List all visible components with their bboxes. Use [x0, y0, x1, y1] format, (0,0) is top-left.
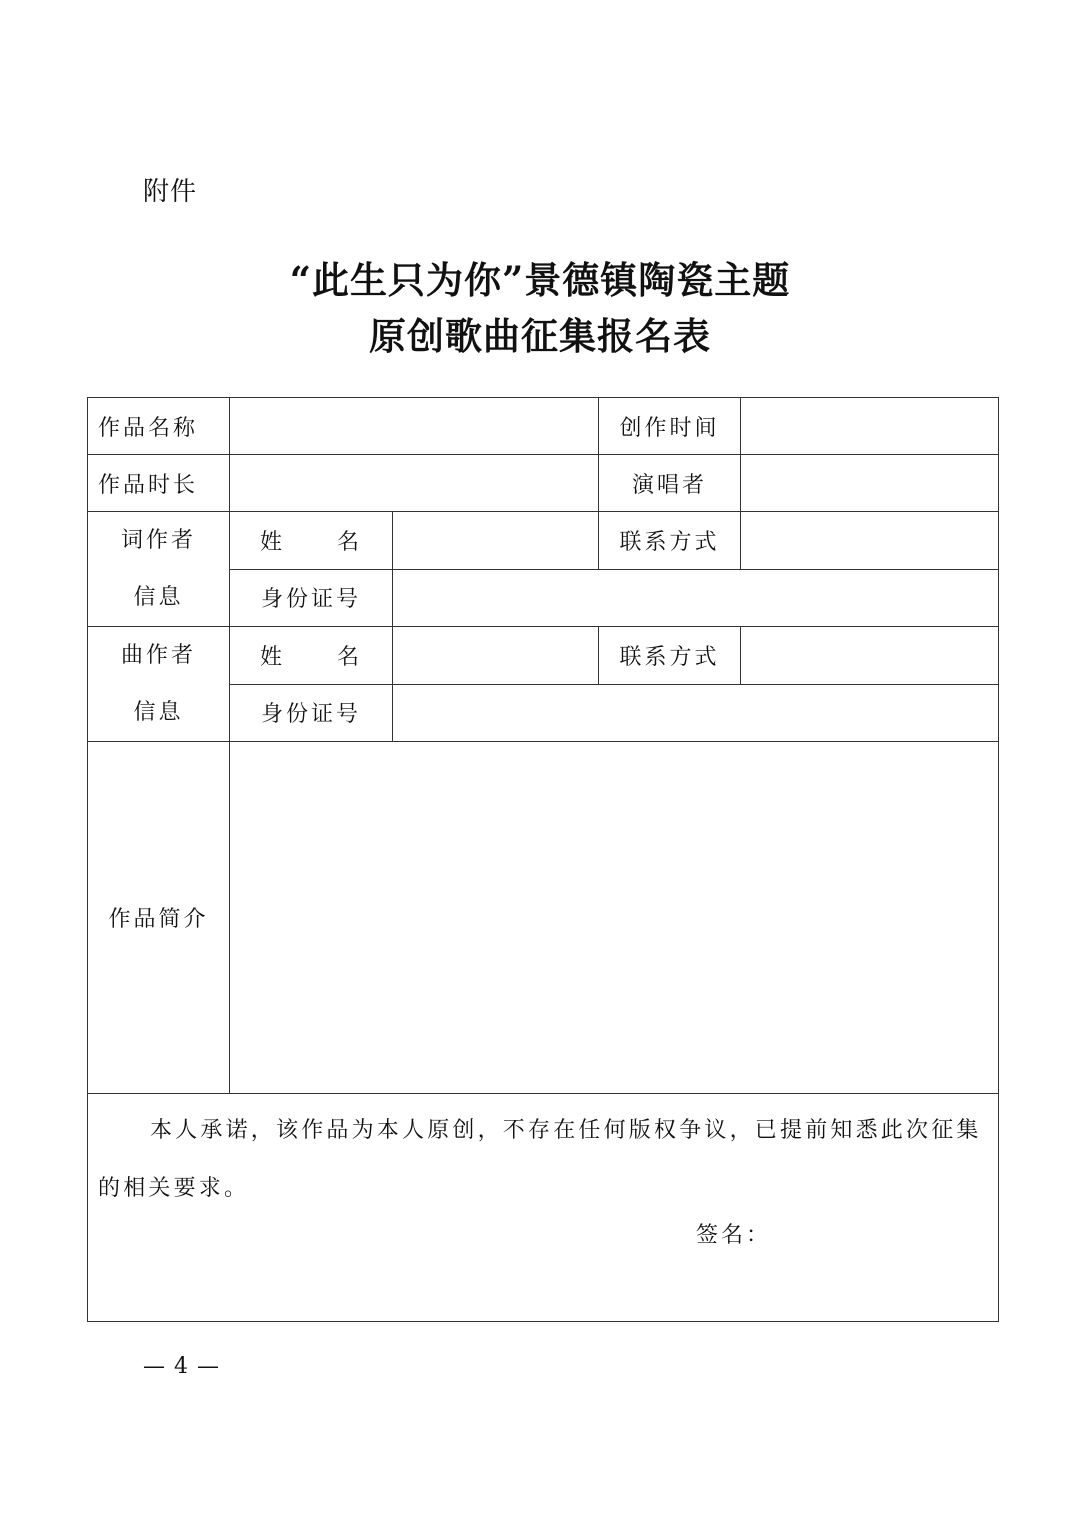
composer-group-label: [88, 627, 230, 742]
page-number: — 4 —: [143, 1354, 220, 1379]
lyricist-group-label: [88, 512, 230, 627]
composer-group-label-1: 曲作者: [120, 643, 196, 668]
lyricist-group-label-1: 词作者: [120, 528, 196, 553]
duration-field[interactable]: [230, 455, 599, 512]
work-name-label: 作品名称: [88, 398, 230, 455]
intro-field[interactable]: [230, 742, 999, 1094]
lyricist-contact-label: 联系方式: [599, 512, 741, 570]
lyricist-name-field[interactable]: [393, 512, 599, 570]
composer-group-label-2: 信息: [133, 700, 184, 725]
lyricist-name-label-a: 姓: [259, 529, 285, 555]
lyricist-name-label: [230, 512, 393, 570]
singer-label: 演唱者: [599, 455, 741, 512]
lyricist-id-label: 身份证号: [230, 569, 393, 627]
title-line-1: “此生只为你”景德镇陶瓷主题: [289, 258, 791, 302]
lyricist-group-label-2: 信息: [133, 585, 184, 610]
lyricist-id-field[interactable]: [393, 569, 999, 627]
row-intro: [88, 742, 999, 1094]
creation-time-label: 创作时间: [599, 398, 741, 455]
signature-label: 签名：: [696, 1223, 772, 1248]
attachment-label: 附件: [143, 177, 198, 207]
composer-contact-label: 联系方式: [599, 627, 741, 685]
row-lyricist-name: [88, 512, 999, 570]
work-name-field[interactable]: [230, 398, 599, 455]
registration-form-table: [87, 397, 999, 1322]
lyricist-contact-field[interactable]: [741, 512, 999, 570]
composer-name-label: [230, 627, 393, 685]
intro-label: 作品简介: [88, 742, 230, 1094]
pledge-cell: [88, 1094, 999, 1322]
composer-name-label-a: 姓: [259, 644, 285, 670]
composer-name-label-b: 名: [337, 644, 363, 670]
composer-id-label: 身份证号: [230, 684, 393, 742]
row-pledge: [88, 1094, 999, 1322]
duration-label: 作品时长: [88, 455, 230, 512]
row-composer-name: [88, 627, 999, 685]
composer-contact-field[interactable]: [741, 627, 999, 685]
pledge-text: 本人承诺，该作品为本人原创，不存在任何版权争议，已提前知悉此次征集的相关要求。: [98, 1118, 982, 1201]
title-line-2: 原创歌曲征集报名表: [369, 314, 711, 358]
singer-field[interactable]: [741, 455, 999, 512]
row-work-name: [88, 398, 999, 455]
lyricist-name-label-b: 名: [337, 529, 363, 555]
row-duration: [88, 455, 999, 512]
composer-name-field[interactable]: [393, 627, 599, 685]
composer-id-field[interactable]: [393, 684, 999, 742]
creation-time-field[interactable]: [741, 398, 999, 455]
